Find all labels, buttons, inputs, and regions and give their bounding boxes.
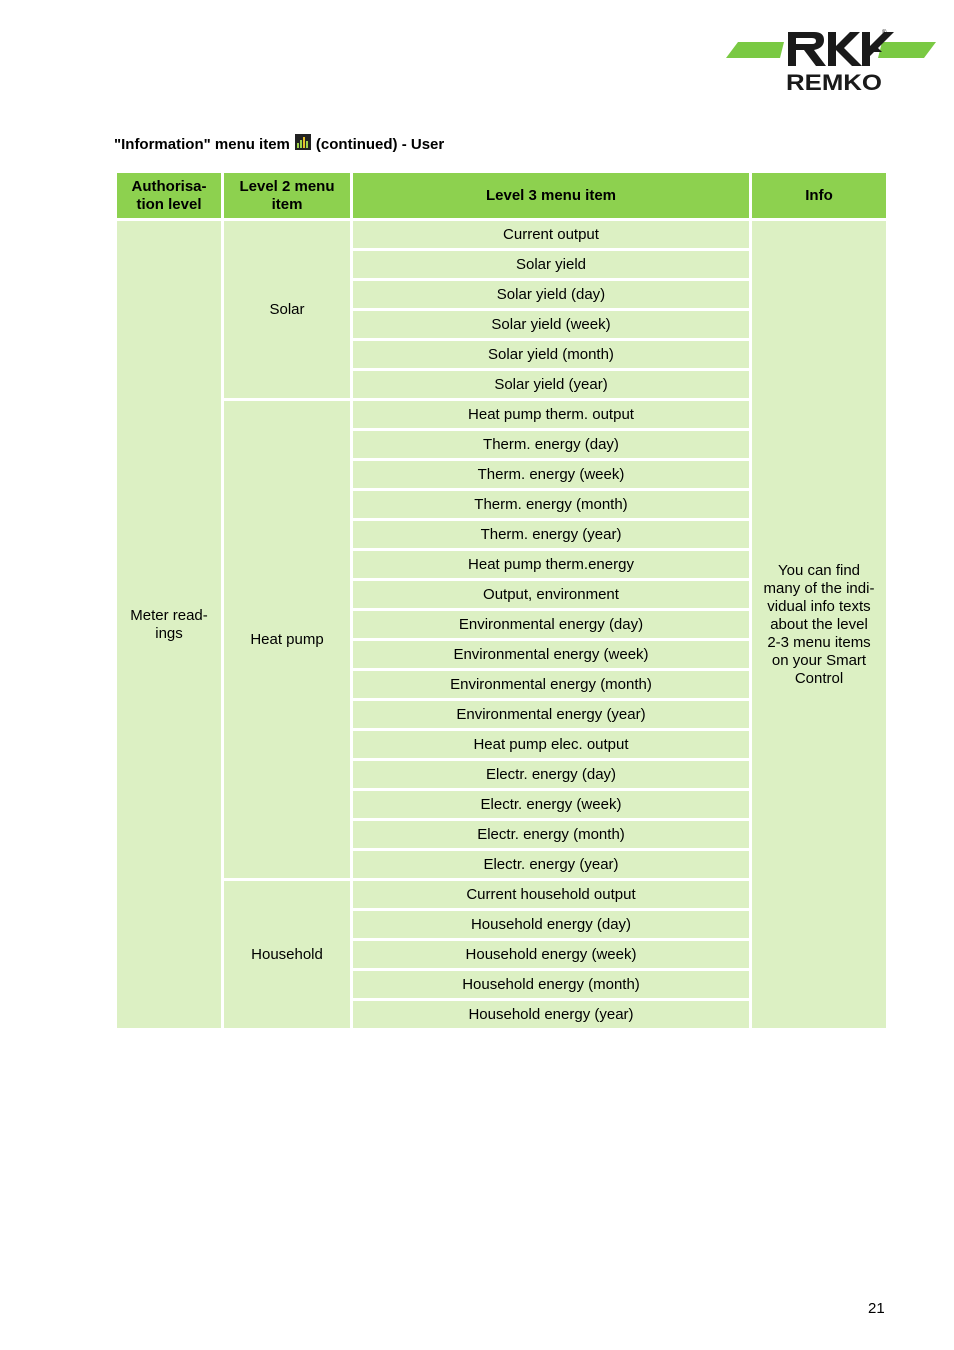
level3-menu-item: Therm. energy (year) bbox=[353, 518, 749, 548]
level3-menu-item: Environmental energy (day) bbox=[353, 608, 749, 638]
bar-chart-icon bbox=[295, 134, 311, 154]
level3-menu-item: Electr. energy (day) bbox=[353, 758, 749, 788]
level3-menu-item: Electr. energy (year) bbox=[353, 848, 749, 878]
level3-menu-item: Household energy (month) bbox=[353, 968, 749, 998]
level3-menu-item: Therm. energy (week) bbox=[353, 458, 749, 488]
heading-text-after: (continued) - User bbox=[315, 135, 445, 153]
remko-logo bbox=[724, 28, 938, 96]
level3-menu-item: Output, environment bbox=[353, 578, 749, 608]
level2-menu-item-cell bbox=[224, 398, 350, 878]
level3-menu-item: Environmental energy (year) bbox=[353, 698, 749, 728]
level3-menu-item: Therm. energy (month) bbox=[353, 488, 749, 518]
info-cell bbox=[752, 218, 886, 1028]
authorisation-level-cell bbox=[117, 218, 221, 1028]
level3-menu-item: Household energy (day) bbox=[353, 908, 749, 938]
level3-menu-item: Heat pump elec. output bbox=[353, 728, 749, 758]
level3-menu-item: Therm. energy (day) bbox=[353, 428, 749, 458]
level3-menu-item: Heat pump therm. output bbox=[353, 398, 749, 428]
level3-menu-item: Solar yield (day) bbox=[353, 278, 749, 308]
level3-menu-item: Household energy (year) bbox=[353, 998, 749, 1028]
level3-menu-item: Solar yield (year) bbox=[353, 368, 749, 398]
heading-text-before: "Information" menu item bbox=[114, 135, 290, 153]
level3-menu-item: Solar yield (week) bbox=[353, 308, 749, 338]
authorisation-level-text: Meter read- ings bbox=[130, 606, 208, 642]
menu-table bbox=[114, 173, 889, 1028]
header-level2-menu-item: Level 2 menu item bbox=[224, 173, 350, 218]
level3-menu-item: Heat pump therm.energy bbox=[353, 548, 749, 578]
section-heading bbox=[114, 134, 444, 154]
level2-menu-item-label: Solar bbox=[269, 300, 305, 318]
level3-menu-item: Solar yield (month) bbox=[353, 338, 749, 368]
level3-menu-item: Current household output bbox=[353, 878, 749, 908]
level2-menu-item-cell bbox=[224, 878, 350, 1028]
level2-menu-item-label: Heat pump bbox=[250, 630, 324, 648]
level3-menu-item: Electr. energy (week) bbox=[353, 788, 749, 818]
header-authorisation-level: Authorisa- tion level bbox=[117, 173, 221, 218]
level2-menu-item-cell bbox=[224, 218, 350, 398]
level3-menu-item: Current output bbox=[353, 218, 749, 248]
level2-menu-item-label: Household bbox=[251, 945, 323, 963]
level3-menu-item: Solar yield bbox=[353, 248, 749, 278]
logo-wordmark: REMKO bbox=[786, 70, 882, 95]
header-level3-menu-item: Level 3 menu item bbox=[353, 173, 749, 218]
level3-menu-item: Electr. energy (month) bbox=[353, 818, 749, 848]
level3-menu-item: Environmental energy (week) bbox=[353, 638, 749, 668]
info-text: You can find many of the indi- vidual info texts about the level 2-3 menu items on your Smart Control bbox=[763, 561, 875, 687]
header-info: Info bbox=[752, 173, 886, 218]
level3-menu-item: Household energy (week) bbox=[353, 938, 749, 968]
level3-menu-item: Environmental energy (month) bbox=[353, 668, 749, 698]
svg-text:®: ® bbox=[882, 30, 887, 36]
page-number: 21 bbox=[868, 1300, 885, 1317]
table-row bbox=[117, 218, 886, 248]
